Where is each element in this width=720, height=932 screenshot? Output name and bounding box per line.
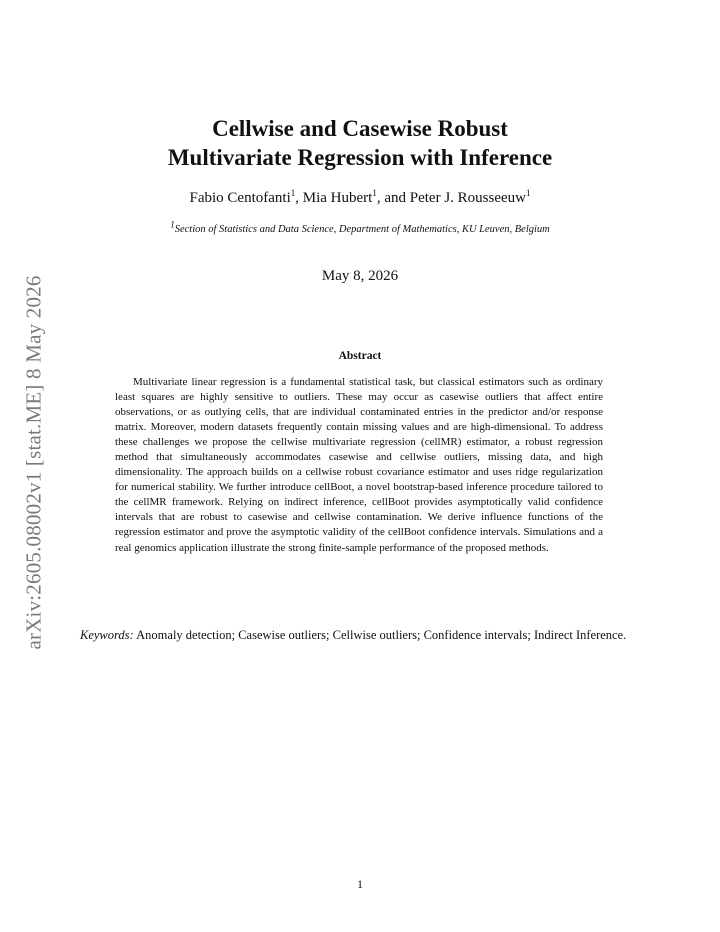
keywords-text: Anomaly detection; Casewise outliers; Cellwise outliers; Confidence intervals; Indirect Inference. <box>136 628 627 642</box>
publication-date: May 8, 2026 <box>321 268 399 284</box>
author-affiliation-mark: 1 <box>290 188 296 198</box>
page-number: 1 <box>357 877 363 891</box>
author-name: Peter J. Rousseeuw <box>409 190 526 206</box>
paper-title-line-1: Cellwise and Casewise Robust <box>212 116 508 141</box>
author-separator: , and <box>376 190 410 206</box>
author-affiliation-mark: 1 <box>372 188 377 198</box>
author-name: Mia Hubert <box>302 190 373 206</box>
author-separator: , <box>295 190 303 206</box>
paper-title <box>80 114 640 172</box>
keywords <box>80 627 639 644</box>
abstract-text: Multivariate linear regression is a fundamental statistical task, but classical estimators such as ordinary least squares are highly sensitive to outliers. These may occur as casewise outliers that affect entire observations, or as outlying cells, that are individual contaminated entries in the predictor and/or response matrix. Moreover, modern datasets frequently contain missing values and are high-dimensional. To address these challenges we propose the cellwise multivariate regression (cellMR) estimator, a robust regression method that simultaneously accommodates casewise and cellwise outliers, missing data, and high dimensionality. The approach builds on a cellwise robust covariance estimator and uses ridge regularization for numerical stability. We further introduce cellBoot, a novel bootstrap-based inference procedure tailored to the cellMR framework. Relying on indirect inference, cellBoot provides asymptotically valid confidence intervals that are robust to casewise and cellwise contamination. We derive influence functions of the regression estimator and prove the asymptotic validity of the cellBoot confidence intervals. Simulations and a real genomics application illustrate the strong finite-sample performance of the proposed methods. <box>115 376 603 554</box>
abstract-heading: Abstract <box>338 350 382 362</box>
author-affiliation-mark: 1 <box>526 188 531 198</box>
affiliation-mark: 1 <box>170 219 175 230</box>
arxiv-identifier-text: arXiv:2605.08002v1 [stat.ME] 8 May 2026 <box>21 274 46 650</box>
affiliation-text: Section of Statistics and Data Science, Department of Mathematics, KU Leuven, Belgium <box>174 224 550 235</box>
affiliation <box>60 219 660 235</box>
author-list <box>80 190 640 207</box>
arxiv-identifier-stamp <box>16 262 52 662</box>
author-name: Fabio Centofanti <box>189 190 291 206</box>
paper-title-line-2: Multivariate Regression with Inference <box>167 145 553 170</box>
keywords-label: Keywords: <box>80 628 134 642</box>
